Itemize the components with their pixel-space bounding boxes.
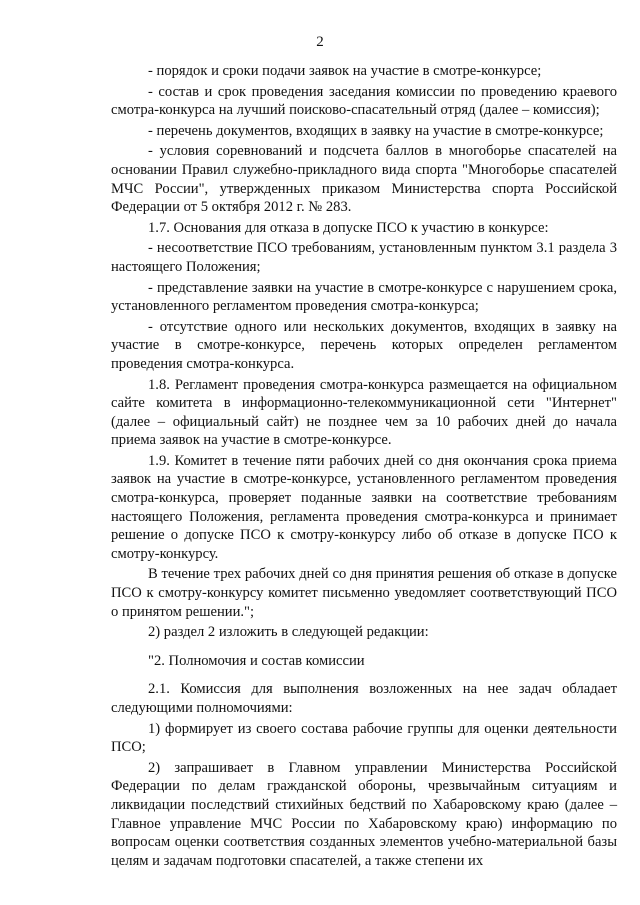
document-body (111, 62, 617, 872)
paragraph: - представление заявки на участие в смотре-конкурсе с нарушением срока, установленного регламентом проведения смотра-конкурса; (111, 279, 617, 315)
paragraph: 1) формирует из своего состава рабочие группы для оценки деятельности ПСО; (111, 720, 617, 756)
paragraph: 2) запрашивает в Главном управлении Министерства Российской Федерации по делам гражданской обороны, чрезвычайным ситуациям и ликвидации последствий стихийных бедствий по Хабаровскому краю (далее – Главное управление МЧС России по Хабаровскому краю) информацию по вопросам оценки соответствия созданных элементов учебно-материальной базы целям и задачам подготовки спасателей, а также степени их (111, 759, 617, 869)
paragraph: 1.8. Регламент проведения смотра-конкурса размещается на официальном сайте комитета в информационно-телекоммуникационной сети "Интернет" (далее – официальный сайт) не позднее чем за 10 рабочих дней до начала приема заявок на участие в смотре-конкурсе. (111, 376, 617, 449)
paragraph: 1.9. Комитет в течение пяти рабочих дней со дня окончания срока приема заявок на участие в смотре-конкурсе, установленного регламентом проведения смотра-конкурса, проверяет поданные заявки на соответствие требованиям настоящего Положения, регламента проведения смотра-конкурса и принимает решение о допуске ПСО к смотру-конкурсу либо об отказе в допуске ПСО к смотру-конкурсу. (111, 452, 617, 562)
paragraph: В течение трех рабочих дней со дня принятия решения об отказе в допуске ПСО к смотру-конкурсу комитет письменно уведомляет соответствующий ПСО о принятом решении."; (111, 566, 617, 620)
paragraph: 1.7. Основания для отказа в допуске ПСО к участию в конкурсе: (148, 219, 549, 236)
paragraph: - несоответствие ПСО требованиям, установленным пунктом 3.1 раздела 3 настоящего Положения; (111, 240, 617, 275)
paragraph: - порядок и сроки подачи заявок на участие в смотре-конкурсе; (148, 63, 542, 79)
section-heading: "2. Полномочия и состав комиссии (148, 652, 365, 669)
paragraph: - условия соревнований и подсчета баллов в многоборье спасателей на основании Правил служебно-прикладного вида спорта "Многоборье спасателей МЧС России", утвержденных приказом Министерства спорта Российской Федерации от 5 октября 2012 г. № 283. (111, 143, 617, 216)
page-number: 2 (316, 34, 324, 50)
paragraph: - отсутствие одного или нескольких документов, входящих в заявку на участие в смотре-конкурсе, перечень которых определен регламентом проведения смотра-конкурса. (111, 318, 617, 372)
paragraph: 2) раздел 2 изложить в следующей редакции: (148, 624, 429, 641)
paragraph: - перечень документов, входящих в заявку на участие в смотре-конкурсе; (148, 122, 604, 139)
paragraph: - состав и срок проведения заседания комиссии по проведению краевого смотра-конкурса на лучший поисково-спасательный отряд (далее – комиссия); (111, 83, 617, 119)
paragraph: 2.1. Комиссия для выполнения возложенных на нее задач обладает следующими полномочиями: (111, 681, 617, 716)
